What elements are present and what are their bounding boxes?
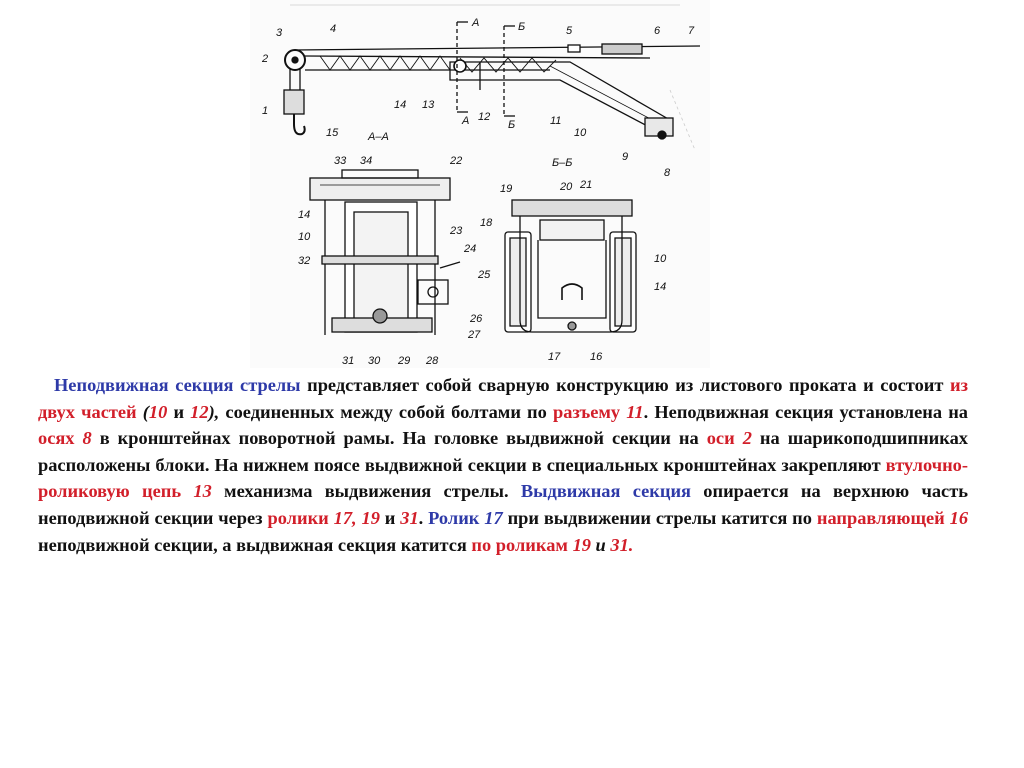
text-run: ), xyxy=(208,401,220,422)
text-run: Выдвижная секция xyxy=(520,481,692,502)
text-run: и xyxy=(590,534,611,555)
label-25: 25 xyxy=(478,269,491,281)
text-run: ролики xyxy=(267,507,329,528)
text-run: представляет собой сварную конструкцию из листового проката и состоит xyxy=(300,375,950,395)
label-34: 34 xyxy=(360,155,373,167)
label-31: 31 xyxy=(342,355,355,367)
text-run: оси xyxy=(706,428,735,449)
label-21: 21 xyxy=(580,179,593,191)
label-2: 2 xyxy=(262,53,269,65)
label-13: 13 xyxy=(422,99,435,111)
label-27: 27 xyxy=(468,329,481,341)
text-run: 31 xyxy=(400,507,419,528)
text-run: соединенных между собой болтами по xyxy=(219,401,553,422)
label-14: 14 xyxy=(394,99,407,111)
label-7: 7 xyxy=(688,25,695,37)
label-8: 8 xyxy=(664,167,671,179)
label-6: 6 xyxy=(654,25,661,37)
text-run: 13 xyxy=(193,481,212,502)
description-paragraph xyxy=(38,372,968,558)
text-run: при выдвижении стрелы катится по xyxy=(502,507,817,528)
text-run: по роликам xyxy=(471,534,568,555)
text-run: Неподвижная секция стрелы xyxy=(54,375,301,395)
text-run: и xyxy=(379,507,401,528)
text-run: втулочно-роликовую цепь xyxy=(38,454,968,502)
label-18: 18 xyxy=(480,217,493,229)
label-section-b-bottom: Б xyxy=(508,119,516,131)
label-12: 12 xyxy=(478,111,491,123)
label-30: 30 xyxy=(368,355,381,367)
text-run: . Неподвижная секция установлена на xyxy=(643,401,968,422)
text-run xyxy=(75,428,83,448)
label-1: 1 xyxy=(262,105,269,117)
text-run: осях xyxy=(38,428,75,449)
text-run: ( xyxy=(136,401,149,422)
label-11: 11 xyxy=(550,115,562,127)
text-run: в кронштейнах поворотной рамы. На головке выдвижной секции на xyxy=(91,428,707,449)
text-run: направляющей xyxy=(816,507,945,528)
label-3: 3 xyxy=(276,27,283,39)
crane-boom-diagram xyxy=(250,0,710,368)
label-32: 32 xyxy=(298,255,311,267)
label-16: 16 xyxy=(590,351,603,363)
text-run: 10 xyxy=(148,401,168,422)
text-run xyxy=(735,428,743,448)
text-run: Ролик xyxy=(428,507,480,528)
text-run: и xyxy=(167,401,191,422)
section-a-a-title: А–А xyxy=(368,131,389,143)
text-run: 16 xyxy=(949,507,969,528)
text-run: на шарикоподшипниках расположены блоки. На нижнем поясе выдвижной секции в специальных кронштейнах закрепляют xyxy=(38,428,968,475)
label-24: 24 xyxy=(464,243,477,255)
text-run: 12 xyxy=(190,401,209,422)
label-10-a: 10 xyxy=(298,231,311,243)
text-run: 8 xyxy=(82,428,92,449)
label-10: 10 xyxy=(574,127,587,139)
label-section-a-top: А xyxy=(472,17,480,29)
label-9: 9 xyxy=(622,151,629,163)
text-run: 19 xyxy=(572,534,591,555)
text-run: неподвижной секции, а выдвижная секция катится xyxy=(38,534,472,555)
text-run xyxy=(181,481,193,501)
section-b-b-title: Б–Б xyxy=(552,157,573,169)
boom-drawing xyxy=(250,0,710,368)
label-20: 20 xyxy=(560,181,573,193)
label-23: 23 xyxy=(450,225,463,237)
label-section-b-top: Б xyxy=(518,21,526,33)
text-run: опирается на верхнюю часть неподвижной секции через xyxy=(38,481,968,528)
text-run: . xyxy=(418,507,429,528)
label-4: 4 xyxy=(330,23,337,35)
label-28: 28 xyxy=(426,355,439,367)
text-run: 17 xyxy=(484,507,503,528)
text-run: механизма выдвижения стрелы. xyxy=(211,481,521,502)
text-run: из двух частей xyxy=(38,375,968,422)
text-run: разъему xyxy=(552,401,621,422)
label-15: 15 xyxy=(326,127,339,139)
text-run: 11 xyxy=(626,401,644,422)
label-19: 19 xyxy=(500,183,513,195)
label-22: 22 xyxy=(450,155,463,167)
text-run: 31. xyxy=(610,534,634,555)
label-17: 17 xyxy=(548,351,561,363)
label-33: 33 xyxy=(334,155,347,167)
label-29: 29 xyxy=(398,355,411,367)
label-26: 26 xyxy=(470,313,483,325)
text-run: 2 xyxy=(742,428,752,449)
label-5: 5 xyxy=(566,25,573,37)
label-10-b: 10 xyxy=(654,253,667,265)
text-run: 17, 19 xyxy=(333,507,380,528)
label-14-a: 14 xyxy=(298,209,311,221)
label-section-a-bottom: А xyxy=(462,115,470,127)
label-14-b: 14 xyxy=(654,281,667,293)
